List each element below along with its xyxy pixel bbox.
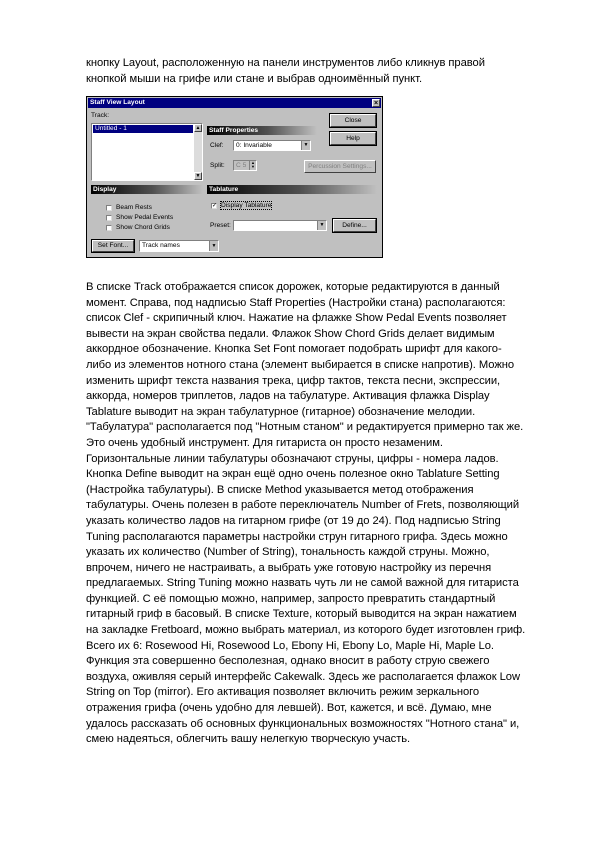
scroll-down-icon[interactable]: ▼ <box>195 173 201 179</box>
staff-view-layout-dialog <box>86 96 383 258</box>
display-header: Display <box>91 185 203 194</box>
split-value: C 5 <box>236 162 247 169</box>
chevron-down-icon[interactable]: ▼ <box>209 241 218 251</box>
tablature-header: Tablature <box>207 185 377 194</box>
show-pedal-events-label: Show Pedal Events <box>116 214 174 221</box>
scroll-up-icon[interactable]: ▲ <box>195 125 201 131</box>
close-button[interactable]: Close <box>330 114 376 127</box>
clef-label: Clef: <box>210 142 224 149</box>
split-spinner[interactable] <box>233 160 257 171</box>
spinner-arrows-icon[interactable]: ▲ ▼ <box>249 161 256 170</box>
show-chord-grids-label: Show Chord Grids <box>116 224 170 231</box>
staff-properties-header: Staff Properties <box>207 126 317 135</box>
chevron-down-icon[interactable]: ▼ <box>301 141 310 150</box>
display-tablature-label: Display Tablature <box>221 202 272 209</box>
preset-dropdown[interactable] <box>233 220 327 231</box>
beam-rests-label: Beam Rests <box>116 204 152 211</box>
font-target-value: Track names <box>142 242 180 249</box>
track-scrollbar[interactable] <box>194 124 202 180</box>
clef-value: 0: Invariable <box>236 142 272 149</box>
show-chord-grids-checkbox[interactable] <box>106 225 112 231</box>
chevron-down-icon[interactable]: ▼ <box>317 221 326 230</box>
help-button[interactable]: Help <box>330 132 376 145</box>
show-pedal-events-checkbox[interactable] <box>106 215 112 221</box>
define-button[interactable]: Define... <box>333 219 376 232</box>
track-list-item[interactable]: Untitled - 1 <box>93 125 193 133</box>
set-font-button[interactable]: Set Font... <box>92 240 134 252</box>
beam-rests-checkbox[interactable] <box>106 205 112 211</box>
dialog-title: Staff View Layout <box>90 99 145 106</box>
preset-label: Preset: <box>210 222 231 229</box>
intro-paragraph: кнопку Layout, расположенную на панели инструментов либо кликнув правой кнопкой мыши на грифе или стане и выбрав одноимённый пункт. <box>86 57 485 85</box>
dialog-title-bar <box>88 98 381 108</box>
font-target-dropdown[interactable] <box>139 240 219 252</box>
body-paragraph: В списке Track отображается список дорожек, которые редактируются в данный момент. Справа, под надписью Staff Properties (Настройки стана) располагаются: список Clef - скрипичный ключ. Нажатие на флажке Show Pedal Events позволяет вывести на экран свойства педали. Флажок Show Chord Grids делает видимым аккордное обозначение. Кнопка Set Font помогает подобрать шрифт для какого-либо из элементов нотного стана (элемент выбирается в списке напротив). Можно изменить шрифт текста названия трека, цифр тактов, текста песни, экспрессии, аккорда, номеров триплетов, ладов на табулатуре. Активация флажка Display Tablature выводит на экран табулатурное (гитарное) обозначение мелодии. "Табулатура" располагается под "Нотным станом" и редактируется примерно так же. Это очень удобный инструмент. Для гитариста он просто незаменим. Горизонтальные линии табулатуры обозначают струны, цифры - номера ладов. Кнопка Define выводит на экран ещё одно очень полезное окно Tablature Setting (Настройка табулатуры). В списке Method указывается метод отображения табулатуры. Очень полезен в работе переключатель Number of Frets, позволяющий указать количество ладов на гитарном грифе (от 19 до 24). Под надписью String Tuning располагаются параметры настройки струн гитарного грифа. Здесь можно указать их количество (Number of String), тональность каждой струны. Можно, впрочем, ничего не настраивать, а выбрать уже готовую настройку из перечня предлагаемых. String Tuning можно назвать чуть ли не самой важной для гитариста функцией. С её помощью можно, например, запросто превратить стандартный гитарный гриф в басовый. В списке Texture, который выводится на экран нажатием на закладке Fretboard, можно выбрать материал, из которого будет изготовлен гриф. Всего их 6: Rosewood Hi, Rosewood Lo, Ebony Hi, Ebony Lo, Maple Hi, Maple Lo. Функция эта совершенно бесполезная, однако вносит в работу струю свежего воздуха, оживляя серый интерфейс Cakewalk. Здесь же располагается флажок Low String on Top (mirror). Его активация позволяет включить режим зеркального отражения грифа (очень удобно для левшей). Вот, кажется, и всё. Думаю, мне удалось рассказать об основных функциональных возможностях "Нотного стана" и, смею надеяться, облегчить вашу нелегкую творческую участь. <box>86 281 526 746</box>
track-label: Track: <box>91 112 110 119</box>
clef-dropdown[interactable] <box>233 140 311 151</box>
percussion-settings-button[interactable]: Percussion Settings... <box>304 160 376 173</box>
display-tablature-checkbox[interactable]: ✓ <box>212 203 218 209</box>
close-icon[interactable]: × <box>373 100 379 107</box>
track-listbox[interactable] <box>91 123 203 181</box>
split-label: Split: <box>210 162 225 169</box>
